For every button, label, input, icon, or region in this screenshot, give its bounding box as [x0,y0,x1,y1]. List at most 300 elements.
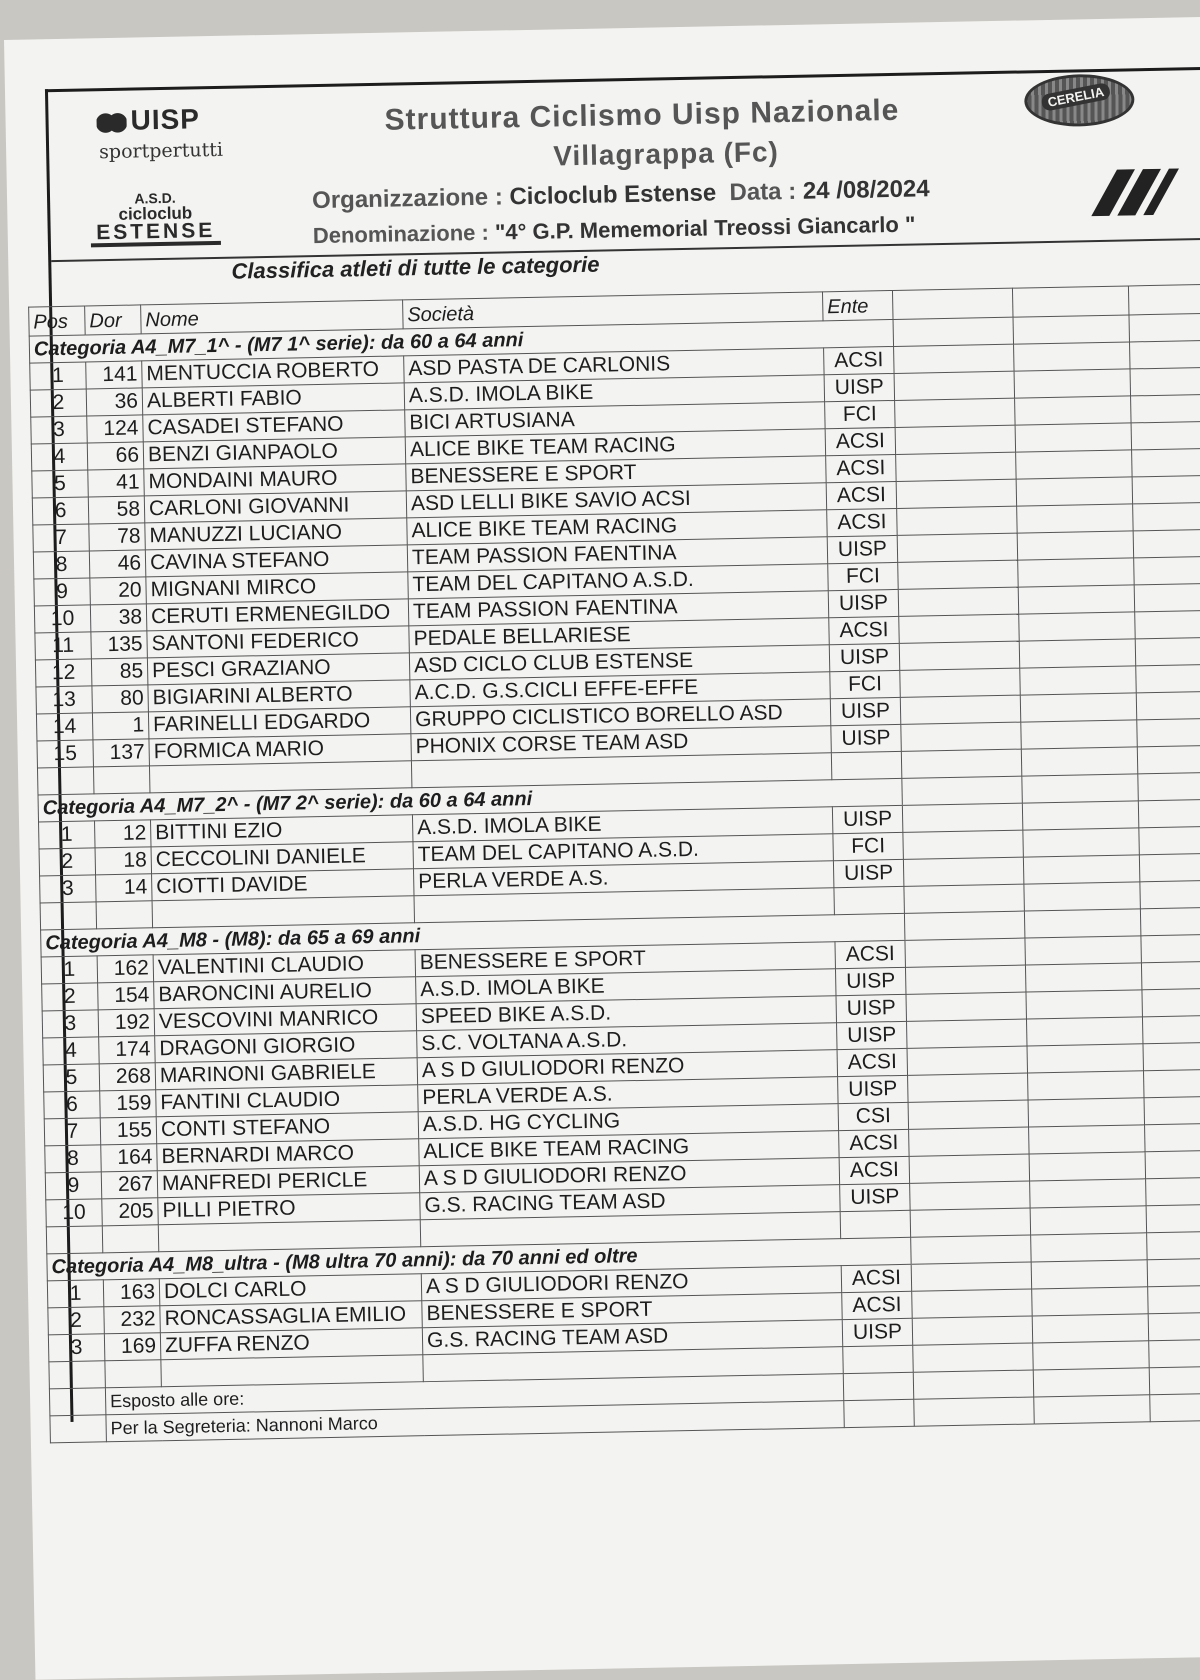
empty-cell [1129,313,1200,342]
empty-cell [1019,639,1135,668]
empty-cell [843,1345,914,1373]
empty-cell [899,614,1019,643]
empty-cell [93,766,150,794]
cell-societa: TEAM DEL CAPITANO A.S.D. [413,834,833,869]
empty-cell [1014,342,1130,371]
den-value: "4° G.P. Mememorial Treossi Giancarlo " [494,211,916,245]
cell-societa: BICI ARTUSIANA [405,402,825,437]
cell-nome: CECCOLINI DANIELE [151,842,413,874]
empty-cell [894,371,1014,400]
cell-nome: CARLONI GIOVANNI [144,491,406,523]
empty-cell [903,857,1023,886]
empty-cell [1135,610,1200,639]
empty-cell [1136,664,1200,693]
cell-societa: BENESSERE E SPORT [415,942,835,977]
empty-cell [1141,934,1200,963]
empty-cell [1134,583,1200,612]
empty-cell [37,767,94,795]
cell-pos: 9 [34,578,91,606]
cell-ente: ACSI [842,1291,913,1319]
cell-dor: 192 [98,1009,155,1037]
empty-cell [905,965,1025,994]
cell-nome: FANTINI CLAUDIO [156,1085,418,1117]
empty-cell [912,1289,1032,1318]
empty-cell [1138,799,1200,828]
cell-pos: 1 [30,362,87,390]
cell-ente: ACSI [824,346,895,374]
cell-societa: ASD LELLI BIKE SAVIO ACSI [406,483,826,518]
cell-pos: 11 [35,632,92,660]
cell-nome: BIGIARINI ALBERTO [148,680,410,712]
empty-cell [913,1370,1033,1399]
cell-societa: S.C. VOLTANA A.S.D. [417,1023,837,1058]
empty-cell [49,1388,106,1416]
empty-cell [901,749,1021,778]
empty-cell [1140,907,1200,936]
empty-cell [843,1372,914,1400]
empty-cell [897,506,1017,535]
cell-ente: ACSI [841,1264,912,1292]
footer-segreteria: Per la Segreteria: Nannoni Marco [106,1401,844,1442]
cell-nome: ALBERTI FABIO [142,383,404,415]
cell-ente: UISP [836,994,907,1022]
cell-dor: 169 [104,1333,161,1361]
cell-pos: 2 [30,389,87,417]
cell-nome: CONTI STEFANO [156,1112,418,1144]
sponsor-seal-text: CERELIA [1040,82,1111,112]
cell-pos: 5 [32,470,89,498]
empty-cell [1031,1233,1147,1262]
cell-nome: MONDAINI MAURO [144,464,406,496]
cell-nome: RONCASSAGLIA EMILIO [160,1301,422,1333]
empty-cell [904,911,1024,940]
cell-ente: UISP [828,589,899,617]
empty-cell [1143,1069,1200,1098]
cell-societa: TEAM DEL CAPITANO A.S.D. [408,564,828,599]
empty-cell [906,992,1026,1021]
empty-cell [96,901,153,929]
cell-nome: BENZI GIANPAOLO [143,437,405,469]
empty-cell [893,317,1013,346]
empty-cell [1132,475,1200,504]
cell-dor: 124 [87,415,144,443]
cell-pos: 3 [40,875,97,903]
cell-societa: PERLA VERDE A.S. [413,861,833,896]
cell-dor: 66 [87,442,144,470]
empty-cell [907,1046,1027,1075]
cell-nome: MANFREDI PERICLE [157,1166,419,1198]
empty-cell [898,560,1018,589]
empty-cell [46,1226,103,1254]
sponsor-seal-icon [1024,73,1135,127]
empty-cell [1017,531,1133,560]
cell-pos: 1 [47,1280,104,1308]
cell-nome: MIGNANI MIRCO [146,572,408,604]
cell-ente: UISP [838,1075,909,1103]
cell-societa: G.S. RACING TEAM ASD [422,1320,842,1355]
header [48,70,1200,263]
empty-cell [1022,774,1138,803]
empty-cell [1149,1366,1200,1395]
cell-societa: A.S.D. IMOLA BIKE [416,969,836,1004]
cell-nome: CAVINA STEFANO [145,545,407,577]
cell-dor: 141 [86,361,143,389]
cell-ente: CSI [838,1102,909,1130]
empty-cell [1019,612,1135,641]
empty-cell [1033,1368,1149,1397]
cell-societa: A.C.D. G.S.CICLI EFFE-EFFE [410,672,830,707]
empty-cell [902,803,1022,832]
empty-cell [1136,691,1200,720]
empty-cell [909,1154,1029,1183]
cell-societa: ALICE BIKE TEAM RACING [405,429,825,464]
empty-cell [1147,1231,1200,1260]
cell-pos: 3 [31,416,88,444]
event-location: Villagrappa (Fc) [553,136,780,172]
cell-dor: 41 [88,469,145,497]
category-name: Categoria A4_M7_2^ - (M7 2^ serie): da 60 a 64 anni [38,778,902,822]
cell-ente: ACSI [826,454,897,482]
cell-pos: 3 [42,1010,99,1038]
cell-societa: G.S. RACING TEAM ASD [420,1185,840,1220]
cell-ente: UISP [831,724,902,752]
category-name: Categoria A4_M7_1^ - (M7 1^ serie): da 60 a 64 anni [29,319,893,363]
cell-ente: FCI [828,562,899,590]
cell-nome: DOLCI CARLO [159,1274,421,1306]
col-nome: Nome [141,300,404,334]
empty-cell [1021,747,1137,776]
cell-pos: 10 [34,605,91,633]
club-logo-line2: cicloclub [118,203,193,224]
cell-dor: 20 [90,577,147,605]
cell-pos: 15 [37,740,94,768]
empty-cell [1026,1017,1142,1046]
empty-cell [102,1225,159,1253]
date-label: Data : [729,177,797,207]
empty-cell [1144,1096,1200,1125]
uisp-logo [96,103,200,137]
empty-cell [1139,826,1200,855]
empty-cell [1015,396,1131,425]
cell-dor: 12 [95,820,152,848]
sheet-frame [33,67,1200,1439]
cell-nome: PESCI GRAZIANO [147,653,409,685]
empty-cell [900,668,1020,697]
empty-cell [1021,720,1137,749]
empty-cell [1149,1339,1200,1368]
cell-ente: ACSI [837,1048,908,1076]
empty-cell [1023,855,1139,884]
cell-ente: FCI [830,670,901,698]
results-sheet [4,16,1200,1679]
cell-nome: FORMICA MARIO [149,734,411,766]
empty-cell [834,886,905,914]
empty-cell [1028,1071,1144,1100]
cell-nome: MANUZZI LUCIANO [145,518,407,550]
cell-societa: A.S.D. HG CYCLING [418,1104,838,1139]
empty-cell [1133,502,1200,531]
org-label: Organizzazione : [311,183,504,215]
empty-cell [1145,1123,1200,1152]
empty-cell [40,902,97,930]
empty-cell [910,1181,1030,1210]
cell-pos: 4 [43,1037,100,1065]
empty-cell [1131,421,1200,450]
empty-cell [49,1361,106,1389]
empty-cell [1018,558,1134,587]
cell-dor: 18 [95,847,152,875]
cell-dor: 163 [103,1279,160,1307]
date-value: 24 /08/2024 [802,175,930,205]
empty-cell [1027,1044,1143,1073]
empty-cell [1141,961,1200,990]
cell-dor: 267 [101,1171,158,1199]
category-name: Categoria A4_M8_ultra - (M8 ultra 70 anni): da 70 anni ed oltre [47,1237,911,1281]
empty-cell [1025,963,1141,992]
cell-nome: BERNARDI MARCO [157,1139,419,1171]
cell-pos: 3 [48,1334,105,1362]
empty-cell [1134,556,1200,585]
empty-cell [903,830,1023,859]
cell-nome: MENTUCCIA ROBERTO [142,356,404,388]
cell-ente: UISP [837,1021,908,1049]
cell-nome: CERUTI ERMENEGILDO [146,599,408,631]
cell-nome: PILLI PIETRO [158,1193,420,1225]
empty-cell [1135,637,1200,666]
empty-cell [895,398,1015,427]
cell-pos: 10 [46,1199,103,1227]
cell-pos: 13 [36,686,93,714]
cell-nome: MARINONI GABRIELE [155,1058,417,1090]
empty-cell [1148,1312,1200,1341]
cell-pos: 8 [45,1145,102,1173]
cell-nome: FARINELLI EDGARDO [148,707,410,739]
empty-cell [1018,585,1134,614]
cell-dor: 154 [98,982,155,1010]
cell-societa: A.S.D. IMOLA BIKE [404,375,824,410]
empty-cell [895,425,1015,454]
org-value: Cicloclub Estense [509,179,717,211]
empty-cell [1130,340,1200,369]
empty-cell [1020,666,1136,695]
cell-pos: 7 [44,1118,101,1146]
cell-societa: GRUPPO CICLISTICO BORELLO ASD [410,699,830,734]
empty-cell [1031,1260,1147,1289]
cell-ente: FCI [825,400,896,428]
empty-cell [1029,1125,1145,1154]
club-logo-line1: A.S.D. [134,189,176,207]
cell-dor: 232 [104,1306,161,1334]
cell-societa: ALICE BIKE TEAM RACING [407,510,827,545]
denomination-line [313,212,916,250]
den-label: Denominazione : [312,219,490,249]
empty-cell [1137,718,1200,747]
cell-pos: 4 [31,443,88,471]
cell-societa: TEAM PASSION FAENTINA [407,537,827,572]
uisp-logo-text: UISP [130,103,201,136]
cell-societa: A.S.D. IMOLA BIKE [412,807,832,842]
cell-societa: A S D GIULIODORI RENZO [421,1266,841,1301]
cell-nome: ZUFFA RENZO [160,1328,422,1360]
empty-cell [1024,882,1140,911]
cell-societa: SPEED BIKE A.S.D. [416,996,836,1031]
cell-ente: UISP [835,967,906,995]
uisp-logo-icon [96,111,126,134]
footer-esposto: Esposto alle ore: [105,1374,843,1415]
empty-cell [1032,1287,1148,1316]
cell-pos: 2 [39,848,96,876]
cell-ente: ACSI [839,1129,910,1157]
cell-ente: UISP [832,805,903,833]
empty-cell [1016,477,1132,506]
cell-pos: 14 [36,713,93,741]
empty-cell [901,722,1021,751]
club-logo [90,189,221,247]
cell-nome: DRAGONI GIORGIO [155,1031,417,1063]
empty-cell [911,1262,1031,1291]
col-pos: Pos [29,306,86,336]
empty-cell [1143,1042,1200,1071]
empty-cell [1029,1152,1145,1181]
cell-dor: 1 [92,712,149,740]
empty-cell [1028,1098,1144,1127]
empty-cell [1016,450,1132,479]
empty-cell [896,479,1016,508]
col-ente: Ente [822,290,893,320]
cell-societa: ALICE BIKE TEAM RACING [419,1131,839,1166]
cell-dor: 46 [89,550,146,578]
empty-cell [897,533,1017,562]
empty-cell [844,1399,915,1427]
empty-cell [1020,693,1136,722]
cell-ente: UISP [830,697,901,725]
empty-cell [1014,369,1130,398]
empty-cell [840,1210,911,1238]
cell-dor: 164 [101,1144,158,1172]
organization-line [312,175,930,215]
cell-dor: 162 [97,955,154,983]
cell-pos: 1 [39,821,96,849]
empty-cell [1022,801,1138,830]
cell-ente: UISP [824,373,895,401]
empty-cell [905,938,1025,967]
col-dor: Dor [85,305,142,335]
empty-cell [908,1073,1028,1102]
empty-cell [907,1019,1027,1048]
cell-nome: CIOTTI DAVIDE [152,869,414,901]
cell-societa: ASD PASTA DE CARLONIS [404,348,824,383]
empty-cell [1140,880,1200,909]
empty-cell [1150,1393,1200,1422]
empty-cell [1013,315,1129,344]
cell-pos: 9 [45,1172,102,1200]
results-subtitle: Classifica atleti di tutte le categorie [231,251,600,284]
empty-cell [898,587,1018,616]
empty-cell [50,1415,107,1443]
empty-cell [1142,1015,1200,1044]
cell-nome: VESCOVINI MANRICO [154,1004,416,1036]
sponsor-stripes-icon [1094,169,1175,217]
cell-societa: BENESSERE E SPORT [422,1293,842,1328]
cell-pos: 6 [44,1091,101,1119]
empty-cell [1034,1395,1150,1424]
empty-cell [1025,936,1141,965]
empty-cell [1133,529,1200,558]
cell-dor: 174 [99,1036,156,1064]
cell-ente: ACSI [825,427,896,455]
empty-cell [904,884,1024,913]
cell-ente: UISP [827,535,898,563]
empty-cell [105,1360,162,1388]
cell-dor: 78 [89,523,146,551]
cell-societa: PERLA VERDE A.S. [418,1077,838,1112]
cell-societa: PHONIX CORSE TEAM ASD [411,726,831,761]
empty-cell [910,1208,1030,1237]
uisp-logo-sub: sportpertutti [98,138,224,164]
cell-ente: FCI [833,832,904,860]
club-logo-line3: ESTENSE [91,221,221,247]
cell-ente: ACSI [835,940,906,968]
empty-cell [1130,367,1200,396]
cell-ente: ACSI [827,508,898,536]
page-title: Struttura Ciclismo Uisp Nazionale [384,93,900,137]
empty-cell [908,1100,1028,1129]
cell-pos: 2 [48,1307,105,1335]
cell-ente: UISP [833,859,904,887]
empty-cell [1145,1150,1200,1179]
cell-dor: 205 [102,1198,159,1226]
cell-ente: ACSI [829,616,900,644]
cell-dor: 58 [88,496,145,524]
cell-dor: 268 [99,1063,156,1091]
empty-cell [1138,772,1200,801]
empty-cell [914,1397,1034,1426]
results-table [28,284,1200,1444]
empty-cell [909,1127,1029,1156]
cell-pos: 6 [32,497,89,525]
cell-societa: A S D GIULIODORI RENZO [417,1050,837,1085]
empty-cell [1030,1179,1146,1208]
empty-cell [1142,988,1200,1017]
empty-cell [1132,448,1200,477]
cell-dor: 38 [90,604,147,632]
empty-cell [1017,504,1133,533]
empty-cell [896,452,1016,481]
empty-cell [894,344,1014,373]
empty-cell [1146,1204,1200,1233]
cell-pos: 5 [43,1064,100,1092]
cell-pos: 1 [41,956,98,984]
cell-dor: 155 [100,1117,157,1145]
empty-cell [1147,1258,1200,1287]
cell-pos: 7 [33,524,90,552]
cell-nome: BARONCINI AURELIO [154,977,416,1009]
cell-ente: UISP [829,643,900,671]
empty-cell [1137,745,1200,774]
cell-societa: A S D GIULIODORI RENZO [419,1158,839,1193]
empty-cell [1024,909,1140,938]
cell-pos: 2 [42,983,99,1011]
empty-cell [1139,853,1200,882]
cell-pos: 12 [35,659,92,687]
empty-cell [1030,1206,1146,1235]
cell-societa: PEDALE BELLARIESE [409,618,829,653]
empty-cell [899,641,1019,670]
category-name: Categoria A4_M8 - (M8): da 65 a 69 anni [41,913,905,957]
cell-nome: CASADEI STEFANO [143,410,405,442]
empty-cell [1015,423,1131,452]
empty-cell [911,1235,1031,1264]
